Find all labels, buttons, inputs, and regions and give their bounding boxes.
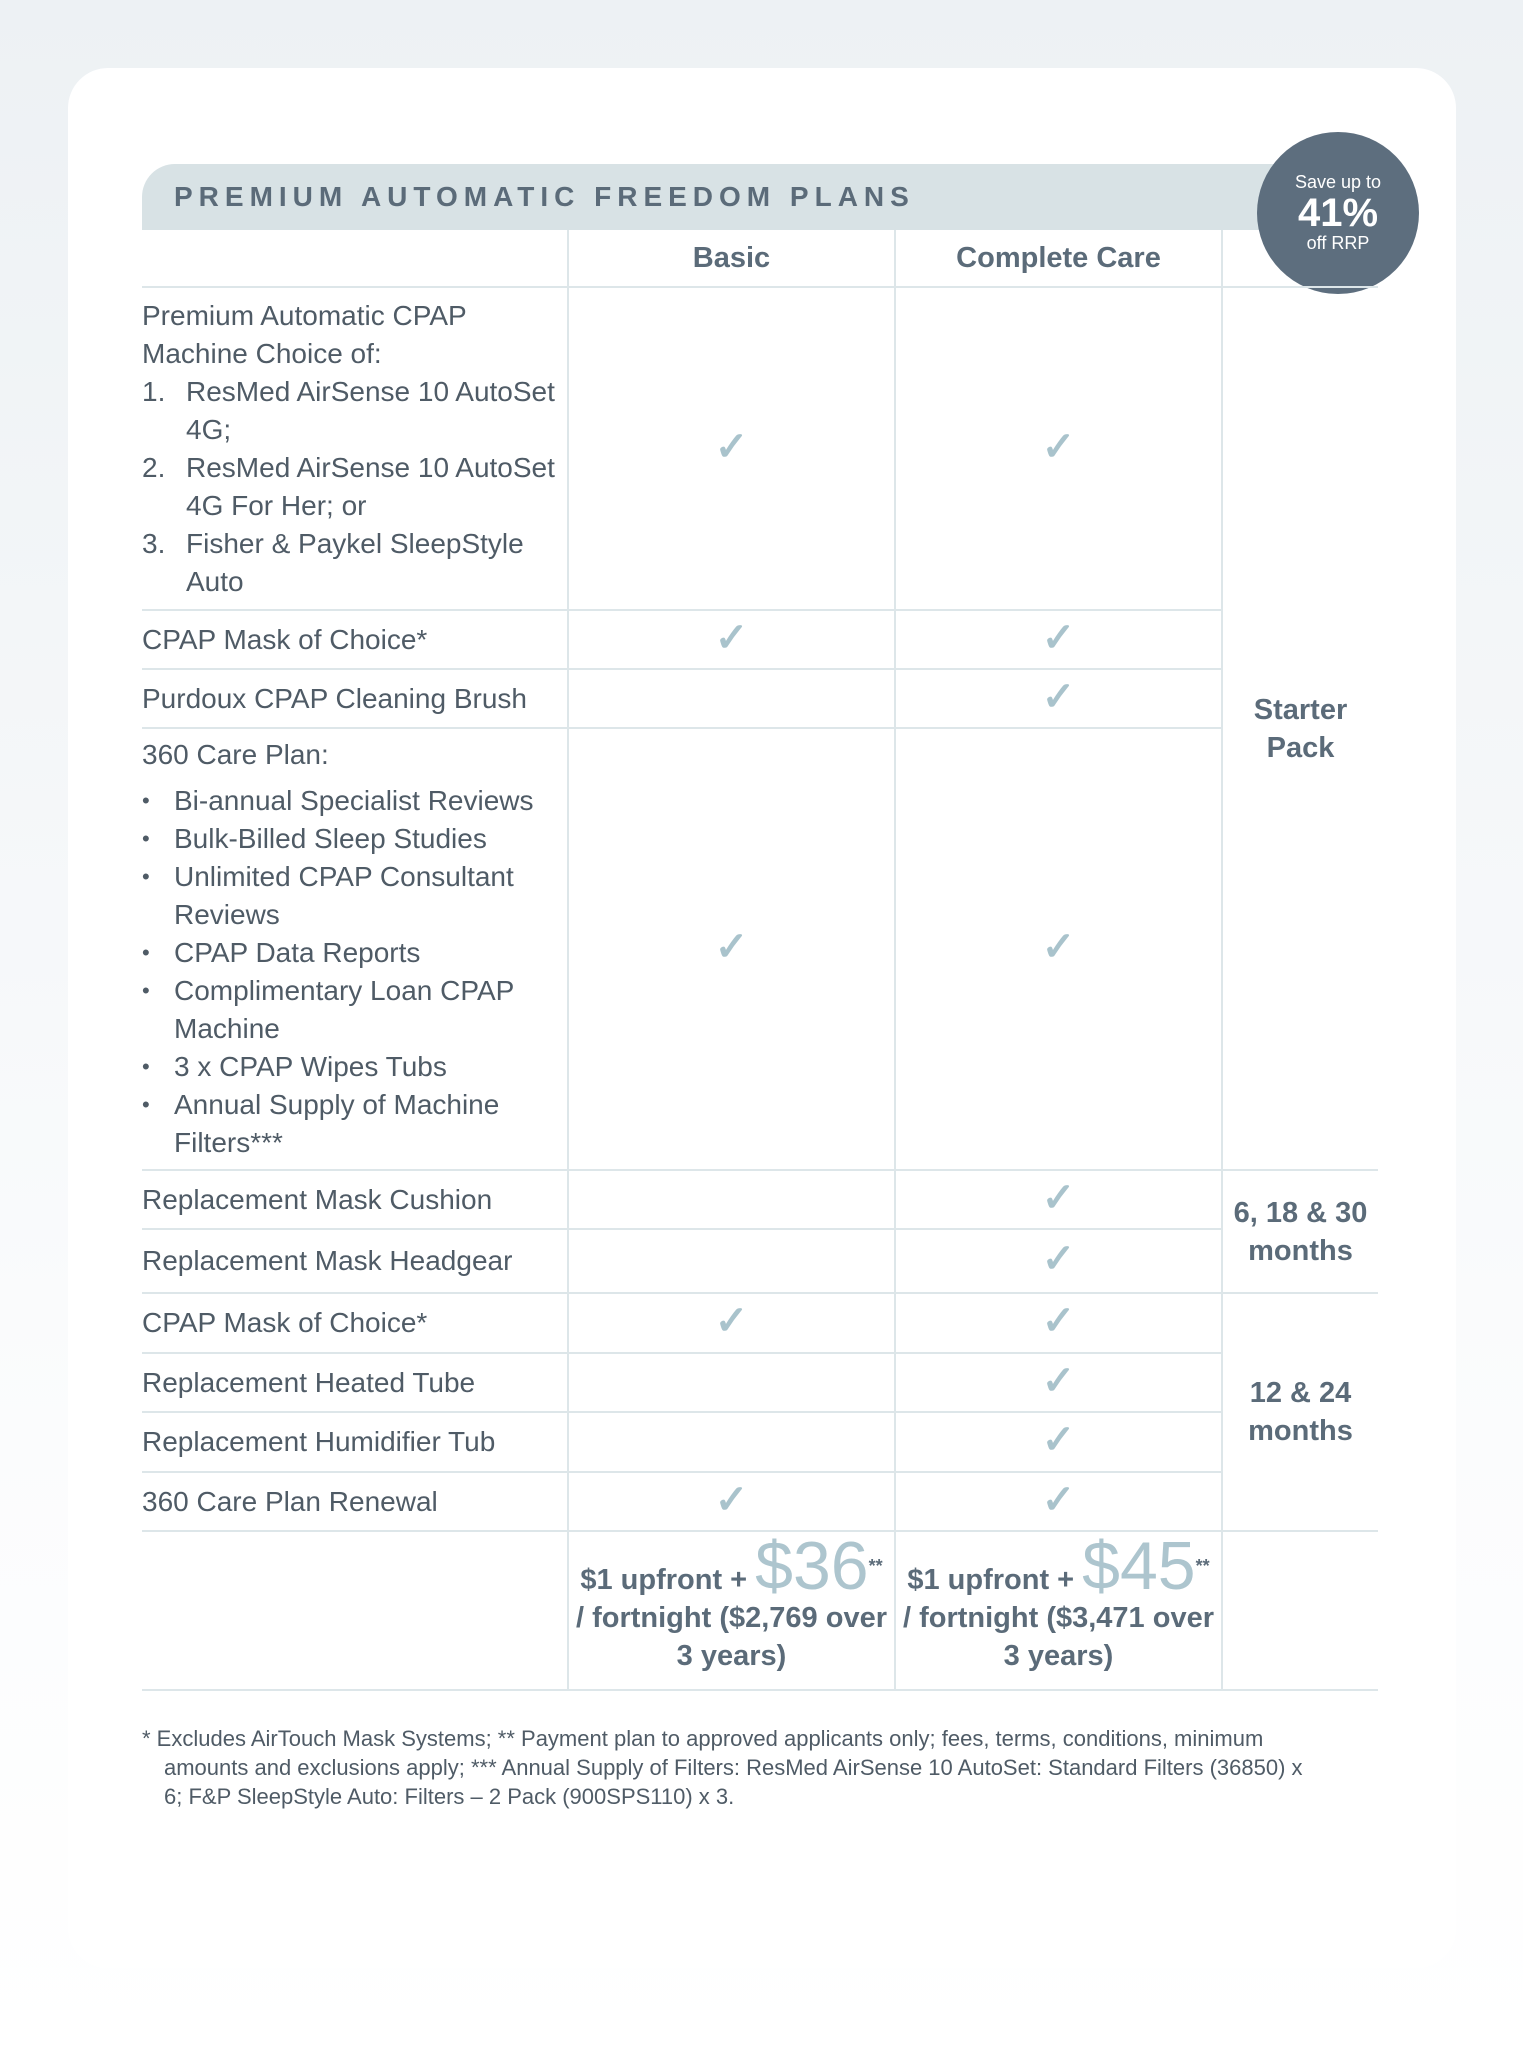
check-icon: ✓ bbox=[1041, 1358, 1076, 1403]
list-item: 3 x CPAP Wipes Tubs bbox=[174, 1051, 447, 1082]
badge-value: 41% bbox=[1297, 191, 1379, 235]
check-icon: ✓ bbox=[1041, 1418, 1076, 1462]
column-basic: Basic bbox=[568, 230, 895, 287]
list-number: 1. bbox=[142, 375, 166, 407]
feature-label: 360 Care Plan: bbox=[142, 739, 329, 770]
price-complete-care bbox=[895, 1527, 1222, 1690]
check-icon: ✓ bbox=[1041, 674, 1076, 719]
list-item: ResMed AirSense 10 AutoSet 4G; bbox=[186, 375, 555, 445]
list-item: Annual Supply of Machine Filters*** bbox=[174, 1089, 500, 1158]
bullet: • bbox=[142, 826, 150, 851]
badge-line1: Save up to bbox=[1294, 172, 1382, 192]
feature-mask-renewal: CPAP Mask of Choice* bbox=[142, 1293, 568, 1353]
price-suffix: / fortnight ($2,769 over 3 years) bbox=[575, 1601, 887, 1672]
footnote: * Excludes AirTouch Mask Systems; ** Payment plan to approved applicants only; fees, terms, conditions, minimum amounts and exclusions apply; *** Annual Supply of Filters: ResMed AirSense 10 AutoSet: Standard Filters (36850) x 6; F&P SleepStyle Auto: Filters – 2 Pack (900SPS110) x 3. bbox=[142, 1726, 1303, 1809]
check-icon: ✓ bbox=[714, 615, 749, 660]
check-icon: ✓ bbox=[714, 1299, 749, 1343]
price-amount: $45 bbox=[1082, 1527, 1196, 1604]
period-6-18-30: 6, 18 & 30 months bbox=[1222, 1170, 1378, 1293]
check-icon: ✓ bbox=[714, 424, 749, 469]
feature-label: Premium Automatic CPAP Machine Choice of: bbox=[142, 299, 467, 369]
check-icon: ✓ bbox=[714, 1477, 749, 1522]
header-empty bbox=[142, 230, 568, 287]
check-icon: ✓ bbox=[1041, 1477, 1076, 1522]
period-12-24: 12 & 24 months bbox=[1222, 1293, 1378, 1531]
bullet: • bbox=[142, 788, 150, 813]
check-icon: ✓ bbox=[1041, 925, 1076, 969]
check-icon: ✓ bbox=[1041, 1237, 1076, 1281]
price-footnote-mark: ** bbox=[868, 1555, 883, 1576]
bullet: • bbox=[142, 940, 150, 965]
price-suffix: / fortnight ($3,471 over 3 years) bbox=[902, 1601, 1214, 1672]
list-item: ResMed AirSense 10 AutoSet 4G For Her; or bbox=[186, 451, 555, 521]
feature-cushion: Replacement Mask Cushion bbox=[142, 1170, 568, 1229]
check-icon: ✓ bbox=[1041, 1299, 1076, 1343]
feature-headgear: Replacement Mask Headgear bbox=[142, 1229, 568, 1293]
price-footnote-mark: ** bbox=[1195, 1555, 1210, 1576]
feature-mask: CPAP Mask of Choice* bbox=[142, 610, 568, 669]
bullet: • bbox=[142, 1054, 150, 1079]
check-icon: ✓ bbox=[1041, 1175, 1076, 1220]
check-icon: ✓ bbox=[1041, 424, 1076, 469]
price-prefix: $1 upfront + bbox=[907, 1563, 1083, 1596]
list-item: Complimentary Loan CPAP Machine bbox=[174, 975, 514, 1044]
plan-title: PREMIUM AUTOMATIC FREEDOM PLANS bbox=[142, 164, 1302, 230]
header-period bbox=[1222, 230, 1378, 287]
plan-comparison-table bbox=[142, 230, 1378, 1691]
badge-line2: off RRP bbox=[1306, 233, 1370, 253]
list-item: Fisher & Paykel SleepStyle Auto bbox=[186, 527, 524, 597]
price-amount: $36 bbox=[755, 1527, 869, 1604]
feature-brush: Purdoux CPAP Cleaning Brush bbox=[142, 669, 568, 728]
feature-care-plan bbox=[142, 728, 568, 1170]
price-prefix: $1 upfront + bbox=[580, 1563, 756, 1596]
list-item: Bi-annual Specialist Reviews bbox=[174, 785, 534, 816]
list-item: Unlimited CPAP Consultant Reviews bbox=[174, 861, 514, 930]
feature-renewal: 360 Care Plan Renewal bbox=[142, 1472, 568, 1531]
feature-tub: Replacement Humidifier Tub bbox=[142, 1412, 568, 1472]
bullet: • bbox=[142, 1092, 150, 1117]
feature-tube: Replacement Heated Tube bbox=[142, 1353, 568, 1412]
list-number: 2. bbox=[142, 451, 166, 483]
list-item: Bulk-Billed Sleep Studies bbox=[174, 823, 487, 854]
period-starter: Starter Pack bbox=[1222, 287, 1378, 1170]
list-number: 3. bbox=[142, 527, 166, 559]
bullet: • bbox=[142, 978, 150, 1003]
check-icon: ✓ bbox=[1041, 615, 1076, 660]
check-icon: ✓ bbox=[714, 925, 749, 969]
column-complete-care: Complete Care bbox=[895, 230, 1222, 287]
list-item: CPAP Data Reports bbox=[174, 937, 421, 968]
bullet: • bbox=[142, 864, 150, 889]
feature-machine bbox=[142, 287, 568, 610]
price-basic bbox=[568, 1527, 895, 1690]
